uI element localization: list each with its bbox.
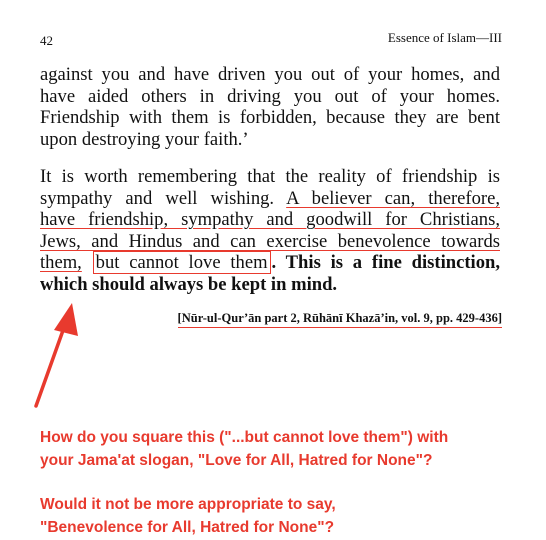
running-header: Essence of Islam—III [387,30,502,45]
paragraph-1-line: upon destroying your faith.’ [40,128,249,150]
highlighted-line: have friendship, sympathy and goodwill for Christians, [40,209,500,231]
boxed-phrase: but cannot love them [93,251,271,274]
paragraph-1-line: Friendship with them is forbidden, because they are bent [40,107,500,129]
highlighted-line: Jews, and Hindus and can exercise benevolence towards [40,230,500,252]
paragraph-2-line: It is worth remembering that the reality of friendship is [40,166,500,187]
bold-line: which should always be kept in mind. [40,273,338,295]
arrow-shaft [36,322,66,406]
paragraph-1-line: have aided others in driving you out of your homes. [40,85,500,107]
annotation-line: How do you square this ("...but cannot love them") with [40,429,449,446]
annotation-comment-1 [40,426,448,472]
bold-text: . This is a fine distinction, [271,252,500,274]
arrow-head [54,303,78,336]
annotation-comment-2 [40,493,336,539]
highlighted-text: them, [40,252,82,274]
highlighted-text: A believer can, therefore, [286,187,500,209]
annotation-line: "Benevolence for All, Hatred for None"? [40,519,335,536]
annotation-line: your Jama'at slogan, "Love for All, Hatred for None"? [40,452,433,469]
page-number: 42 [40,33,53,48]
citation: [Nūr-ul-Qur’ān part 2, Rūhānī Khazā’in, vol. 9, pp. 429-436] [178,311,502,328]
plain-text: sympathy and well wishing. [40,187,287,209]
annotation-line: Would it not be more appropriate to say, [40,496,336,513]
paragraph-1-line: against you and have driven you out of your homes, and [40,64,500,85]
